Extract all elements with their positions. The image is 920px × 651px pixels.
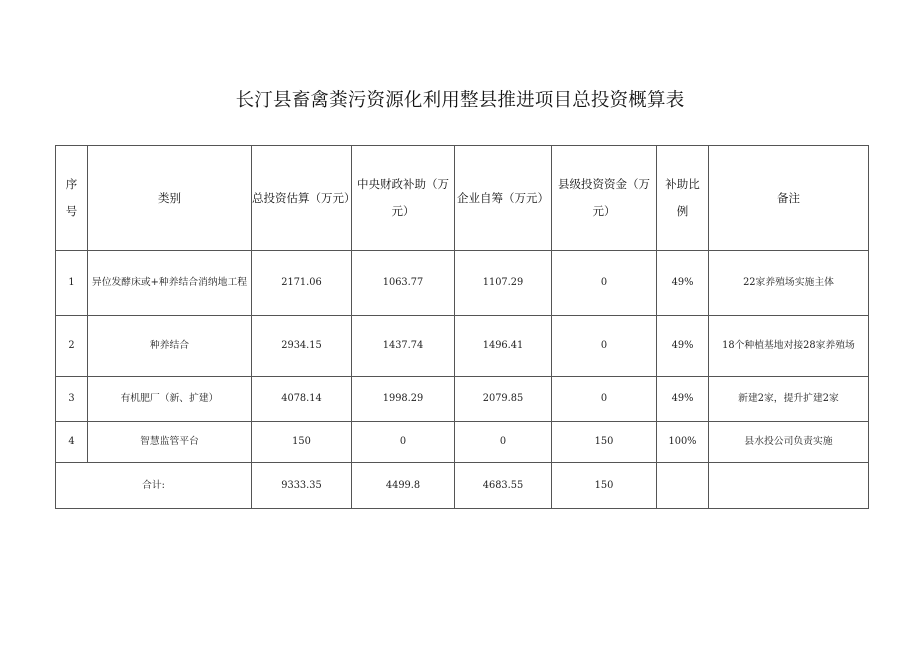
- table-row: [56, 316, 869, 377]
- header-county-funds: 县级投资资金（万元）: [552, 146, 657, 251]
- row-remark: 新建2家，提升扩建2家: [709, 377, 869, 422]
- header-enterprise-self: 企业自筹（万元）: [455, 146, 552, 251]
- header-total-investment: 总投资估算（万元）: [252, 146, 352, 251]
- row-seq: 2: [56, 316, 88, 377]
- row-enterprise-self: 1496.41: [455, 316, 552, 377]
- investment-table: [55, 145, 869, 509]
- total-enterprise-sum: 4683.55: [455, 463, 552, 509]
- row-subsidy-ratio: 49%: [657, 251, 709, 316]
- investment-table-container: [55, 145, 869, 509]
- row-subsidy-ratio: 49%: [657, 316, 709, 377]
- row-seq: 3: [56, 377, 88, 422]
- header-remarks: 备注: [709, 146, 869, 251]
- row-enterprise-self: 2079.85: [455, 377, 552, 422]
- total-label: 合计:: [56, 463, 252, 509]
- total-central-sum: 4499.8: [352, 463, 455, 509]
- row-category: 种养结合: [88, 316, 252, 377]
- table-row: [56, 422, 869, 463]
- row-total-investment: 2171.06: [252, 251, 352, 316]
- header-row: [56, 146, 869, 251]
- row-subsidy-ratio: 100%: [657, 422, 709, 463]
- total-ratio: [657, 463, 709, 509]
- header-subsidy-ratio: 补助比例: [657, 146, 709, 251]
- row-enterprise-self: 0: [455, 422, 552, 463]
- row-county-funds: 150: [552, 422, 657, 463]
- row-county-funds: 0: [552, 251, 657, 316]
- row-total-investment: 150: [252, 422, 352, 463]
- total-remark: [709, 463, 869, 509]
- document-title: 长汀县畜禽粪污资源化利用整县推进项目总投资概算表: [235, 90, 685, 111]
- row-total-investment: 2934.15: [252, 316, 352, 377]
- row-seq: 4: [56, 422, 88, 463]
- header-seq: 序号: [56, 146, 88, 251]
- row-seq: 1: [56, 251, 88, 316]
- row-subsidy-ratio: 49%: [657, 377, 709, 422]
- row-central-subsidy: 1998.29: [352, 377, 455, 422]
- row-remark: 县水投公司负责实施: [709, 422, 869, 463]
- row-central-subsidy: 0: [352, 422, 455, 463]
- row-central-subsidy: 1437.74: [352, 316, 455, 377]
- table-row: [56, 251, 869, 316]
- row-category: 智慧监管平台: [88, 422, 252, 463]
- total-county-sum: 150: [552, 463, 657, 509]
- row-county-funds: 0: [552, 377, 657, 422]
- table-row: [56, 377, 869, 422]
- row-category: 有机肥厂（新、扩建）: [88, 377, 252, 422]
- total-row: [56, 463, 869, 509]
- header-category: 类别: [88, 146, 252, 251]
- row-remark: 22家养殖场实施主体: [709, 251, 869, 316]
- row-category: 异位发酵床或+种养结合消纳地工程: [88, 251, 252, 316]
- row-total-investment: 4078.14: [252, 377, 352, 422]
- total-investment-sum: 9333.35: [252, 463, 352, 509]
- header-central-subsidy: 中央财政补助（万元）: [352, 146, 455, 251]
- row-central-subsidy: 1063.77: [352, 251, 455, 316]
- row-county-funds: 0: [552, 316, 657, 377]
- row-enterprise-self: 1107.29: [455, 251, 552, 316]
- row-remark: 18个种植基地对接28家养殖场: [709, 316, 869, 377]
